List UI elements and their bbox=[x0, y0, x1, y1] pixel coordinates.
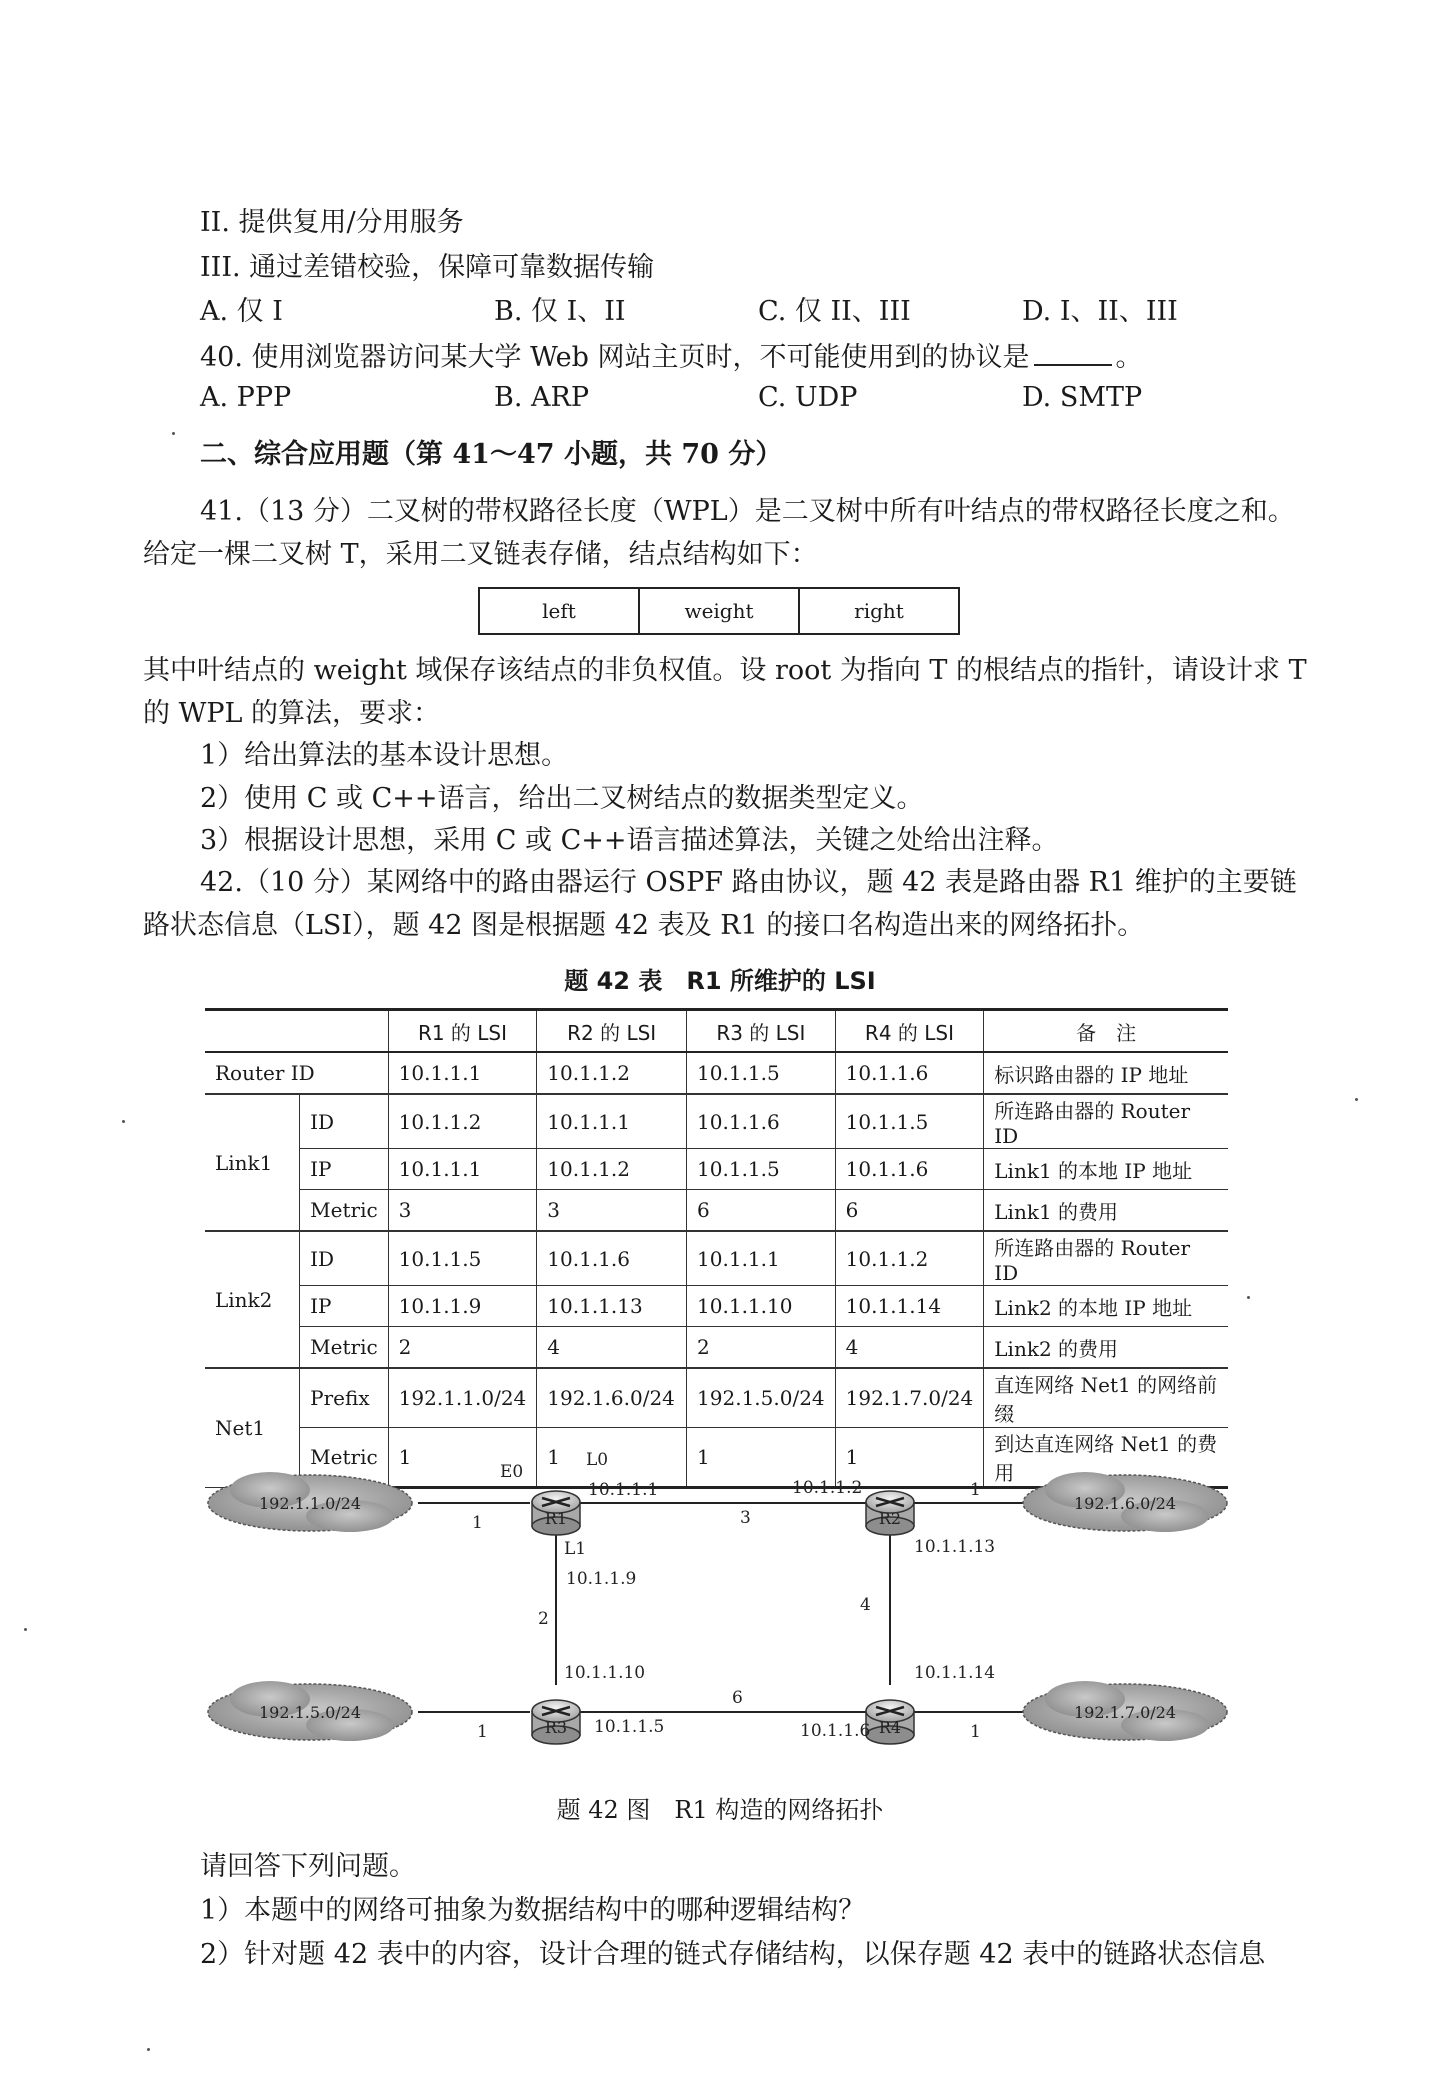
note-cell: Link2 的本地 IP 地址 bbox=[984, 1286, 1228, 1327]
router-label: R1 bbox=[544, 1509, 568, 1528]
table-row bbox=[205, 1327, 1228, 1369]
note-cell: Link1 的本地 IP 地址 bbox=[984, 1149, 1228, 1190]
cell: 2 bbox=[388, 1327, 537, 1369]
field-label: ID bbox=[300, 1094, 389, 1149]
note-cell: 所连路由器的 Router ID bbox=[984, 1231, 1228, 1286]
router-label: R4 bbox=[878, 1718, 902, 1737]
table-row bbox=[205, 1231, 1228, 1286]
q41-line-2: 给定一棵二叉树 T，采用二叉链表存储，结点结构如下： bbox=[143, 539, 818, 570]
q41-requirement-2: 2）使用 C 或 C++语言，给出二叉树结点的数据类型定义。 bbox=[200, 783, 924, 814]
header-note: 备 注 bbox=[984, 1010, 1228, 1053]
field-label: Metric bbox=[300, 1327, 389, 1369]
q41-line-1: 41.（13 分）二叉树的带权路径长度（WPL）是二叉树中所有叶结点的带权路径长度之和。 bbox=[200, 496, 1295, 527]
cell: 10.1.1.2 bbox=[537, 1052, 687, 1094]
lsi-table bbox=[205, 1008, 1228, 1489]
cell: 10.1.1.2 bbox=[537, 1149, 687, 1190]
cell: 10.1.1.1 bbox=[388, 1149, 537, 1190]
cell: 6 bbox=[835, 1190, 984, 1232]
metric-label: 2 bbox=[538, 1609, 549, 1629]
cell: 10.1.1.9 bbox=[388, 1286, 537, 1327]
field-label: IP bbox=[300, 1149, 389, 1190]
interface-label-l1: L1 bbox=[564, 1539, 587, 1559]
ip-label: 10.1.1.14 bbox=[914, 1663, 996, 1683]
metric-label: 1 bbox=[970, 1722, 981, 1742]
cell: 2 bbox=[687, 1327, 836, 1369]
cell: 3 bbox=[388, 1190, 537, 1232]
q39-option-a: A. 仅 I bbox=[200, 296, 283, 327]
cloud-net7 bbox=[1023, 1681, 1227, 1741]
q41-line-4: 的 WPL 的算法，要求： bbox=[143, 698, 441, 729]
router-label: R2 bbox=[878, 1509, 902, 1528]
cell: 10.1.1.5 bbox=[835, 1094, 984, 1149]
node-structure bbox=[478, 587, 960, 635]
cell: 10.1.1.14 bbox=[835, 1286, 984, 1327]
cell: 10.1.1.10 bbox=[687, 1286, 836, 1327]
q42-line-2: 路状态信息（LSI），题 42 图是根据题 42 表及 R1 的接口名构造出来的网络拓扑。 bbox=[143, 910, 1145, 941]
router-r4 bbox=[866, 1700, 914, 1744]
cell: 10.1.1.13 bbox=[537, 1286, 687, 1327]
cell: 10.1.1.2 bbox=[388, 1094, 537, 1149]
cell: 1 bbox=[835, 1428, 984, 1488]
q40-option-d: D. SMTP bbox=[1022, 382, 1143, 413]
field-label: Prefix bbox=[300, 1368, 389, 1428]
q39-option-d: D. I、II、III bbox=[1022, 296, 1178, 327]
q40-stem-end: 。 bbox=[1115, 342, 1143, 373]
ip-label: 10.1.1.10 bbox=[564, 1663, 646, 1683]
header-r1: R1 的 LSI bbox=[388, 1010, 537, 1053]
cell: 10.1.1.5 bbox=[388, 1231, 537, 1286]
header-r3: R3 的 LSI bbox=[687, 1010, 836, 1053]
ip-label: 10.1.1.1 bbox=[588, 1480, 659, 1500]
field-label: ID bbox=[300, 1231, 389, 1286]
ip-label: 10.1.1.2 bbox=[792, 1478, 863, 1498]
field-label: IP bbox=[300, 1286, 389, 1327]
cell: 10.1.1.1 bbox=[388, 1052, 537, 1094]
net-label: 192.1.6.0/24 bbox=[1073, 1494, 1177, 1513]
cell: 10.1.1.1 bbox=[537, 1094, 687, 1149]
cell: 192.1.1.0/24 bbox=[388, 1368, 537, 1428]
note-cell: Link1 的费用 bbox=[984, 1190, 1228, 1232]
field-label: Metric bbox=[300, 1190, 389, 1232]
q42-line-1: 42.（10 分）某网络中的路由器运行 OSPF 路由协议，题 42 表是路由器 R1 维护的主要链 bbox=[200, 867, 1297, 898]
cell: 6 bbox=[687, 1190, 836, 1232]
q39-option-c: C. 仅 II、III bbox=[758, 296, 911, 327]
cell: 4 bbox=[835, 1327, 984, 1369]
net-label: 192.1.5.0/24 bbox=[258, 1703, 362, 1722]
section-heading: 二、综合应用题（第 41～47 小题，共 70 分） bbox=[200, 439, 783, 470]
cell: 192.1.6.0/24 bbox=[537, 1368, 687, 1428]
cell: 4 bbox=[537, 1327, 687, 1369]
cell: 192.1.5.0/24 bbox=[687, 1368, 836, 1428]
cell: 3 bbox=[537, 1190, 687, 1232]
net-label: 192.1.7.0/24 bbox=[1073, 1703, 1177, 1722]
q40-option-b: B. ARP bbox=[494, 382, 590, 413]
net-label: 192.1.1.0/24 bbox=[258, 1494, 362, 1513]
cell: 10.1.1.6 bbox=[537, 1231, 687, 1286]
header-r4: R4 的 LSI bbox=[835, 1010, 984, 1053]
table-row bbox=[205, 1286, 1228, 1327]
cell: 1 bbox=[687, 1428, 836, 1488]
table-caption: 题 42 表 R1 所维护的 LSI bbox=[564, 967, 876, 995]
metric-label: 1 bbox=[477, 1722, 488, 1742]
q39-statement-iii: III. 通过差错校验，保障可靠数据传输 bbox=[200, 252, 655, 283]
q39-statement-ii: II. 提供复用/分用服务 bbox=[200, 207, 464, 238]
metric-label: 1 bbox=[472, 1513, 483, 1533]
table-header-row bbox=[205, 1010, 1228, 1053]
q40-option-c: C. UDP bbox=[758, 382, 858, 413]
metric-label: 6 bbox=[732, 1688, 743, 1708]
q40-option-a: A. PPP bbox=[200, 382, 292, 413]
ip-label: 10.1.1.9 bbox=[566, 1569, 637, 1589]
group-label: Link2 bbox=[205, 1231, 300, 1368]
cell: 192.1.7.0/24 bbox=[835, 1368, 984, 1428]
cell: 10.1.1.6 bbox=[835, 1149, 984, 1190]
header-blank bbox=[205, 1010, 388, 1053]
note-cell: 直连网络 Net1 的网络前缀 bbox=[984, 1368, 1228, 1428]
scan-speck bbox=[24, 1628, 27, 1631]
q41-requirement-3: 3）根据设计思想，采用 C 或 C++语言描述算法，关键之处给出注释。 bbox=[200, 825, 1059, 856]
network-topology-diagram bbox=[200, 1440, 1240, 1770]
q41-requirement-1: 1）给出算法的基本设计思想。 bbox=[200, 740, 569, 771]
note-cell: Link2 的费用 bbox=[984, 1327, 1228, 1369]
cell: 10.1.1.6 bbox=[835, 1052, 984, 1094]
ip-label: 10.1.1.6 bbox=[800, 1721, 871, 1741]
note-cell: 到达直连网络 Net1 的费用 bbox=[984, 1428, 1228, 1488]
cell: 10.1.1.6 bbox=[687, 1094, 836, 1149]
note-cell: 标识路由器的 IP 地址 bbox=[984, 1052, 1228, 1094]
metric-label: 4 bbox=[860, 1595, 871, 1615]
q41-line-3: 其中叶结点的 weight 域保存该结点的非负权值。设 root 为指向 T 的根结点的指针，请设计求 T bbox=[143, 655, 1307, 686]
cloud-net6 bbox=[1023, 1472, 1227, 1532]
cloud-net5 bbox=[208, 1681, 412, 1741]
router-label: R3 bbox=[544, 1718, 568, 1737]
router-r2 bbox=[866, 1491, 914, 1535]
table-row bbox=[205, 1368, 1228, 1428]
figure-caption: 题 42 图 R1 构造的网络拓扑 bbox=[556, 1796, 884, 1824]
node-field-weight: weight bbox=[640, 589, 800, 633]
group-label: Net1 bbox=[205, 1368, 300, 1488]
interface-label-e0: E0 bbox=[500, 1462, 524, 1482]
cell: 10.1.1.5 bbox=[687, 1149, 836, 1190]
q40-stem-text: 40. 使用浏览器访问某大学 Web 网站主页时，不可能使用到的协议是 bbox=[200, 342, 1030, 373]
table-row bbox=[205, 1149, 1228, 1190]
interface-label-l0: L0 bbox=[586, 1450, 609, 1470]
field-label: Metric bbox=[300, 1428, 389, 1488]
metric-label: 3 bbox=[740, 1508, 751, 1528]
q39-option-b: B. 仅 I、II bbox=[494, 296, 626, 327]
cell: 10.1.1.1 bbox=[687, 1231, 836, 1286]
note-cell: 所连路由器的 Router ID bbox=[984, 1094, 1228, 1149]
scan-speck bbox=[122, 1120, 125, 1123]
cell: 1 bbox=[537, 1428, 687, 1488]
router-r3 bbox=[532, 1700, 580, 1744]
answer-blank bbox=[1034, 338, 1112, 366]
table-row bbox=[205, 1052, 1228, 1094]
scan-speck bbox=[147, 2048, 150, 2051]
scan-speck bbox=[1247, 1296, 1250, 1299]
cell: 10.1.1.5 bbox=[687, 1052, 836, 1094]
node-field-left: left bbox=[480, 589, 640, 633]
cloud-net1 bbox=[208, 1472, 412, 1532]
table-row bbox=[205, 1190, 1228, 1232]
q42-question-2: 2）针对题 42 表中的内容，设计合理的链式存储结构，以保存题 42 表中的链路状态信息 bbox=[200, 1939, 1266, 1970]
cell: 10.1.1.2 bbox=[835, 1231, 984, 1286]
scan-speck bbox=[1355, 1098, 1358, 1101]
header-r2: R2 的 LSI bbox=[537, 1010, 687, 1053]
group-label: Link1 bbox=[205, 1094, 300, 1231]
cell: 1 bbox=[388, 1428, 537, 1488]
ip-label: 10.1.1.5 bbox=[594, 1717, 665, 1737]
router-r1 bbox=[532, 1491, 580, 1535]
ip-label: 10.1.1.13 bbox=[914, 1537, 996, 1557]
q42-prompt: 请回答下列问题。 bbox=[200, 1851, 416, 1882]
node-field-right: right bbox=[854, 599, 904, 623]
q40-stem bbox=[200, 338, 1143, 376]
q42-question-1: 1）本题中的网络可抽象为数据结构中的哪种逻辑结构？ bbox=[200, 1895, 866, 1926]
row-label: Router ID bbox=[205, 1052, 388, 1094]
table-row bbox=[205, 1094, 1228, 1149]
scan-speck bbox=[172, 432, 175, 435]
metric-label: 1 bbox=[970, 1480, 981, 1500]
